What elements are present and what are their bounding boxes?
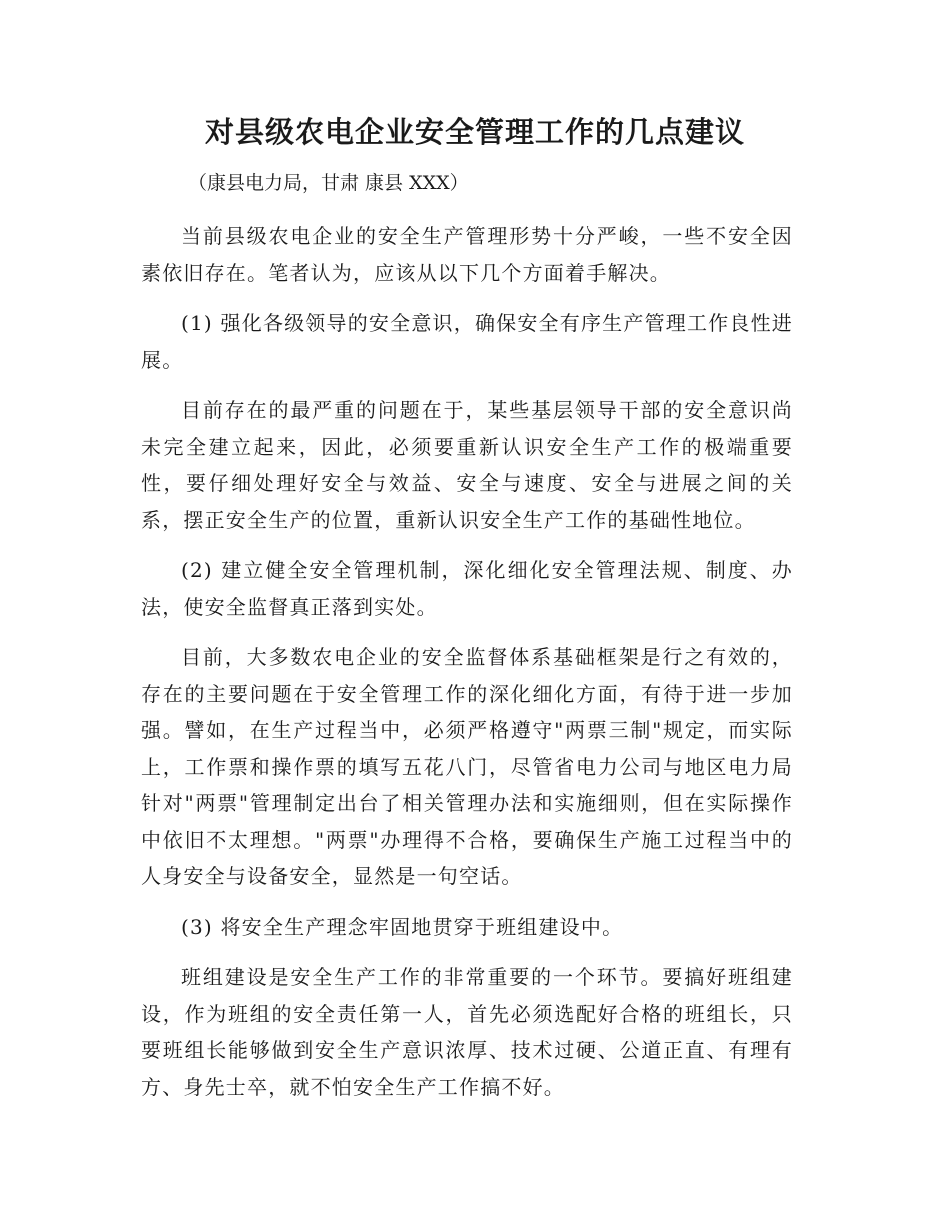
author-affiliation: （康县电力局，甘肃 康县 XXX） [188,172,469,194]
paragraph-intro: 当前县级农电企业的安全生产管理形势十分严峻，一些不安全因素依旧存在。笔者认为，应该从以下几个方面着手解决。 [141,224,793,285]
paragraph-heading-1: (1) 强化各级领导的安全意识，确保安全有序生产管理工作良性进展。 [141,311,793,372]
paragraph-heading-3: (3) 将安全生产理念牢固地贯穿于班组建设中。 [181,914,624,939]
paragraph-body-1: 目前存在的最严重的问题在于，某些基层领导干部的安全意识尚未完全建立起来，因此，必须要重新认识安全生产工作的极端重要性，要仔细处理好安全与效益、安全与速度、安全与进展之间的关系，摆正安全生产的位置，重新认识安全生产工作的基础性地位。 [141,398,793,532]
document-body [141,218,793,1119]
document-title: 对县级农电企业安全管理工作的几点建议 [204,115,745,149]
paragraph-body-3: 班组建设是安全生产工作的非常重要的一个环节。要搞好班组建设，作为班组的安全责任第一人，首先必须选配好合格的班组长，只要班组长能够做到安全生产意识浓厚、技术过硬、公道正直、有理有方、身先士卒，就不怕安全生产工作搞不好。 [141,965,793,1099]
paragraph-heading-2: (2) 建立健全安全管理机制，深化细化安全管理法规、制度、办法，使安全监督真正落到实处。 [141,558,793,619]
paragraph-body-2: 目前，大多数农电企业的安全监督体系基础框架是行之有效的，存在的主要问题在于安全管理工作的深化细化方面，有待于进一步加强。譬如，在生产过程当中，必须严格遵守"两票三制"规定，而实际上，工作票和操作票的填写五花八门，尽管省电力公司与地区电力局针对"两票"管理制定出台了相关管理办法和实施细则，但在实际操作中依旧不太理想。"两票"办理得不合格，要确保生产施工过程当中的人身安全与设备安全，显然是一句空话。 [141,645,793,888]
